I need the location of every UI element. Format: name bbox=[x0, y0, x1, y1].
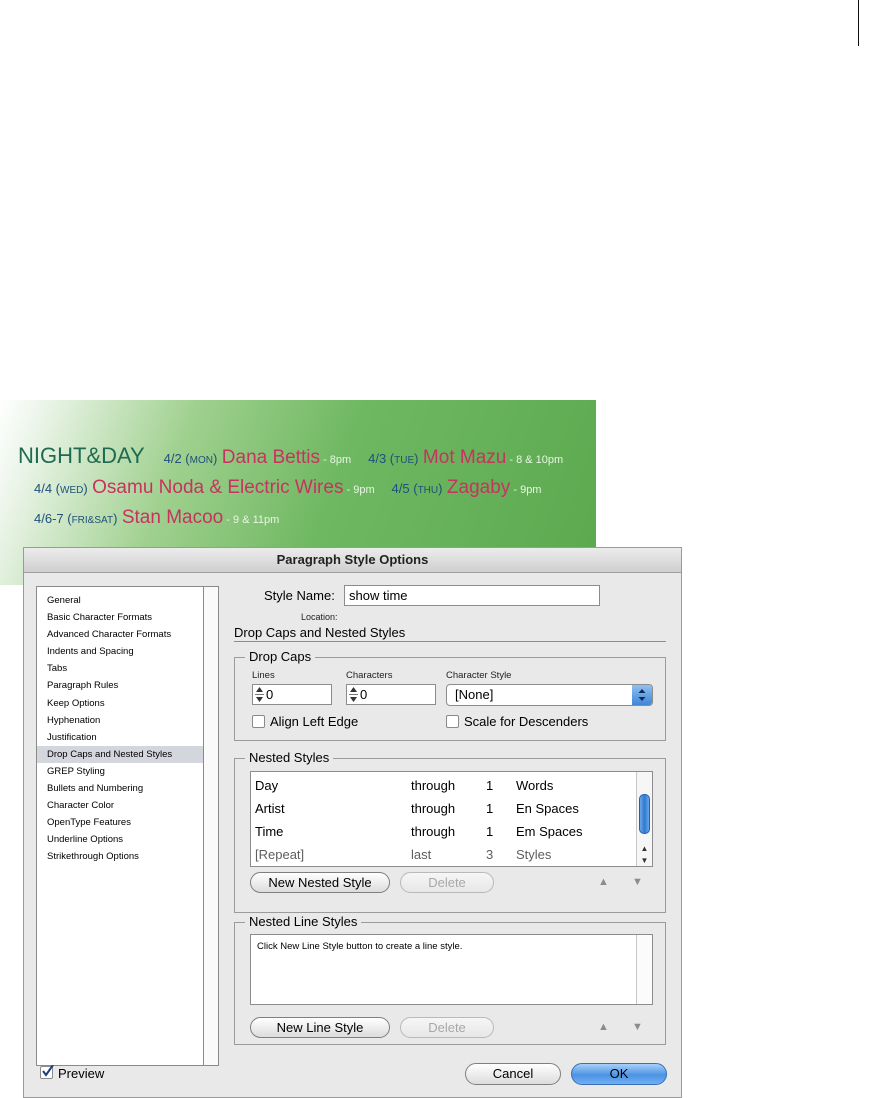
nested-style-mode: through bbox=[411, 824, 456, 839]
move-up-icon[interactable]: ▲ bbox=[598, 1021, 609, 1033]
sidebar-item-opentype-features[interactable]: OpenType Features bbox=[47, 817, 131, 829]
event-date: 4/2 (MON) bbox=[163, 451, 218, 466]
new-nested-style-button[interactable]: New Nested Style bbox=[250, 872, 390, 893]
nested-style-name: Artist bbox=[255, 801, 285, 816]
category-sidebar bbox=[36, 586, 219, 1066]
stepper-arrows-icon[interactable] bbox=[255, 686, 264, 703]
characters-label: Characters bbox=[346, 670, 393, 681]
sidebar-item-advanced-character-formats[interactable]: Advanced Character Formats bbox=[47, 629, 172, 641]
event-time: - 9 & 11pm bbox=[223, 514, 280, 526]
banner-line-2 bbox=[34, 477, 541, 499]
ok-button[interactable]: OK bbox=[571, 1063, 667, 1085]
sidebar-item-tabs[interactable]: Tabs bbox=[47, 663, 68, 675]
sidebar-scrollbar[interactable] bbox=[203, 587, 218, 1065]
section-title: Drop Caps and Nested Styles bbox=[234, 625, 406, 640]
drop-caps-title: Drop Caps bbox=[245, 649, 315, 664]
table-row[interactable] bbox=[251, 797, 631, 820]
sidebar-item-hyphenation[interactable]: Hyphenation bbox=[47, 714, 101, 726]
align-left-edge-label[interactable]: Align Left Edge bbox=[270, 714, 359, 729]
nested-style-count: 1 bbox=[486, 778, 494, 793]
event-time: - 8 & 10pm bbox=[506, 454, 564, 466]
nested-style-name: [Repeat] bbox=[255, 847, 305, 862]
event-date: 4/6-7 (FRI&SAT) bbox=[34, 511, 118, 526]
nested-style-count: 1 bbox=[486, 824, 494, 839]
event-artist: Zagaby bbox=[446, 477, 511, 498]
event-time: - 8pm bbox=[320, 454, 352, 466]
character-style-select[interactable] bbox=[446, 684, 653, 706]
sidebar-item-indents-and-spacing[interactable]: Indents and Spacing bbox=[47, 646, 134, 658]
delete-line-style-button[interactable]: Delete bbox=[400, 1017, 494, 1038]
location-label: Location: bbox=[301, 612, 338, 622]
banner-title: NIGHT&DAY bbox=[18, 443, 145, 468]
table-row[interactable] bbox=[251, 820, 631, 843]
event-artist: Stan Macoo bbox=[121, 507, 224, 528]
nested-styles-list bbox=[250, 771, 653, 867]
sidebar-item-underline-options[interactable]: Underline Options bbox=[47, 834, 124, 846]
style-name-input[interactable]: show time bbox=[344, 585, 600, 606]
page-edge-mark bbox=[858, 0, 859, 46]
sidebar-item-keep-options[interactable]: Keep Options bbox=[47, 697, 105, 709]
nested-line-styles-list bbox=[250, 934, 653, 1005]
nested-style-count: 3 bbox=[486, 847, 494, 862]
nested-style-mode: through bbox=[411, 778, 456, 793]
nested-style-mode: last bbox=[411, 847, 432, 862]
select-arrows-icon[interactable] bbox=[632, 685, 652, 705]
delete-nested-style-button[interactable]: Delete bbox=[400, 872, 494, 893]
cancel-button[interactable]: Cancel bbox=[465, 1063, 561, 1085]
sidebar-item-grep-styling[interactable]: GREP Styling bbox=[47, 765, 105, 777]
section-divider bbox=[234, 641, 666, 642]
preview-checkbox[interactable] bbox=[40, 1066, 53, 1079]
event-time: - 9pm bbox=[343, 484, 375, 496]
nested-line-styles-title: Nested Line Styles bbox=[245, 914, 361, 929]
scale-for-descenders-label[interactable]: Scale for Descenders bbox=[464, 714, 589, 729]
table-row[interactable] bbox=[251, 774, 631, 797]
lines-stepper[interactable] bbox=[252, 684, 332, 705]
event-artist: Dana Bettis bbox=[221, 447, 321, 468]
sidebar-item-drop-caps-and-nested-styles[interactable]: Drop Caps and Nested Styles bbox=[37, 746, 205, 763]
event-date: 4/5 (THU) bbox=[391, 481, 443, 496]
style-name-label: Style Name: bbox=[264, 588, 335, 603]
event-artist: Mot Mazu bbox=[422, 447, 507, 468]
sidebar-item-basic-character-formats[interactable]: Basic Character Formats bbox=[47, 612, 153, 624]
event-date: 4/4 (WED) bbox=[34, 481, 88, 496]
stepper-arrows-icon[interactable] bbox=[349, 686, 358, 703]
paragraph-style-options-dialog bbox=[23, 547, 682, 1098]
preview-label[interactable]: Preview bbox=[58, 1066, 105, 1081]
nested-style-unit: Styles bbox=[516, 847, 552, 862]
nested-style-unit: En Spaces bbox=[516, 801, 579, 816]
align-left-edge-checkbox[interactable] bbox=[252, 715, 265, 728]
event-time: - 9pm bbox=[510, 484, 542, 496]
move-down-icon[interactable]: ▼ bbox=[632, 1021, 643, 1033]
nested-style-name: Day bbox=[255, 778, 279, 793]
sidebar-item-general[interactable]: General bbox=[47, 595, 81, 606]
sidebar-item-paragraph-rules[interactable]: Paragraph Rules bbox=[47, 680, 119, 692]
move-up-icon[interactable]: ▲ bbox=[598, 876, 609, 888]
sidebar-item-strikethrough-options[interactable]: Strikethrough Options bbox=[47, 851, 139, 863]
move-down-icon[interactable]: ▼ bbox=[632, 876, 643, 888]
sidebar-item-justification[interactable]: Justification bbox=[47, 731, 97, 743]
characters-value[interactable]: 0 bbox=[360, 687, 368, 702]
nested-style-mode: through bbox=[411, 801, 456, 816]
scale-for-descenders-checkbox[interactable] bbox=[446, 715, 459, 728]
lines-label: Lines bbox=[252, 670, 275, 681]
table-row[interactable] bbox=[251, 843, 631, 866]
banner-line-1 bbox=[18, 443, 563, 469]
nested-styles-title: Nested Styles bbox=[245, 750, 333, 765]
nested-style-count: 1 bbox=[486, 801, 494, 816]
category-list bbox=[37, 592, 205, 866]
line-style-hint: Click New Line Style button to create a line style. bbox=[257, 941, 463, 952]
nested-styles-scrollbar[interactable] bbox=[636, 772, 652, 866]
characters-stepper[interactable] bbox=[346, 684, 436, 705]
new-line-style-button[interactable]: New Line Style bbox=[250, 1017, 390, 1038]
nested-style-unit: Words bbox=[516, 778, 554, 793]
event-date: 4/3 (TUE) bbox=[368, 451, 419, 466]
scroll-down-icon[interactable]: ▼ bbox=[640, 856, 649, 865]
scrollbar-thumb[interactable] bbox=[639, 794, 650, 834]
sidebar-item-bullets-and-numbering[interactable]: Bullets and Numbering bbox=[47, 783, 144, 795]
nested-style-unit: Em Spaces bbox=[516, 824, 583, 839]
checkmark-icon bbox=[41, 1065, 54, 1078]
character-style-value: [None] bbox=[455, 687, 494, 702]
dialog-title: Paragraph Style Options bbox=[24, 548, 681, 573]
lines-value[interactable]: 0 bbox=[266, 687, 274, 702]
line-styles-scrollbar[interactable] bbox=[636, 935, 652, 1004]
character-style-label: Character Style bbox=[446, 670, 512, 681]
nested-style-name: Time bbox=[255, 824, 284, 839]
scroll-up-icon[interactable]: ▲ bbox=[640, 844, 649, 853]
sidebar-item-character-color[interactable]: Character Color bbox=[47, 800, 115, 812]
event-artist: Osamu Noda & Electric Wires bbox=[92, 477, 344, 498]
banner-line-3 bbox=[34, 507, 279, 529]
